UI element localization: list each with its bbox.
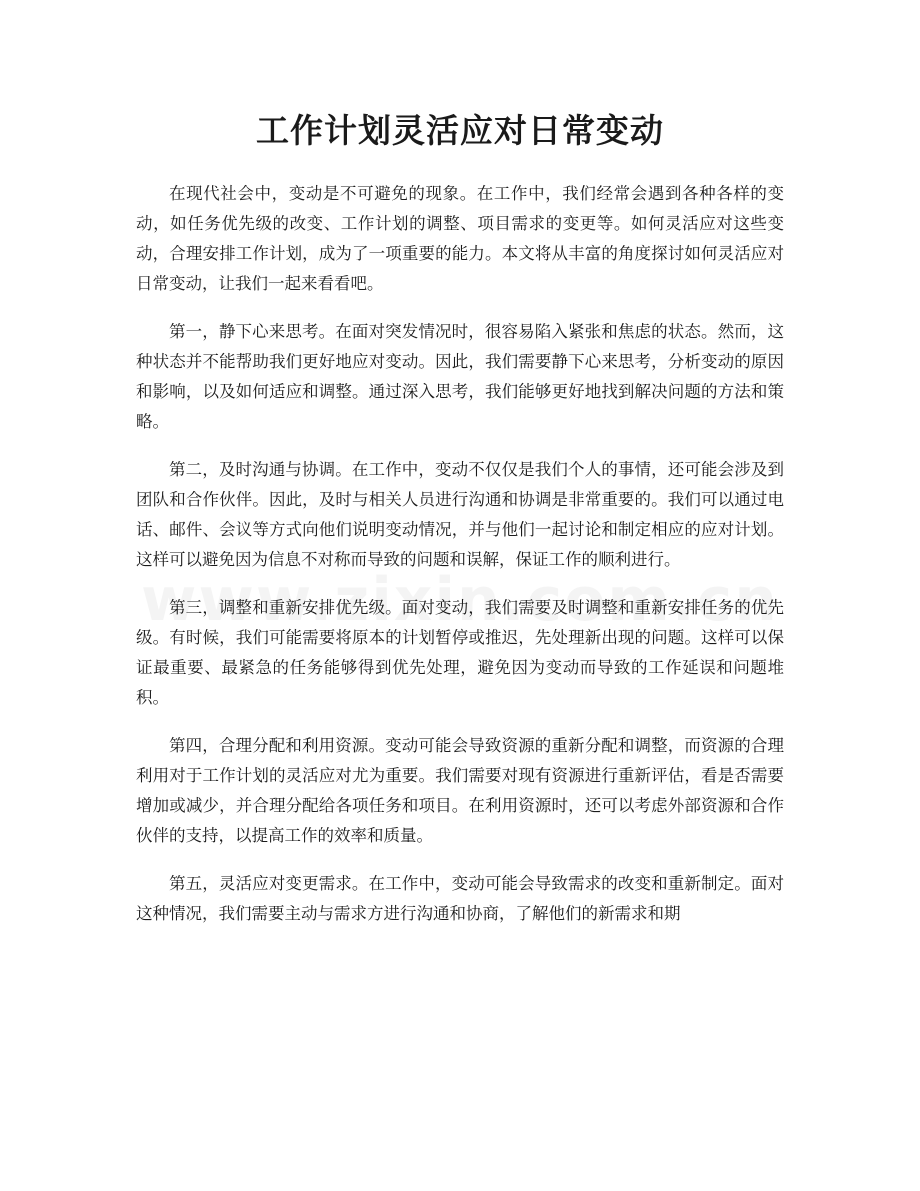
document-body bbox=[136, 179, 784, 947]
paragraph-fifth: 第五，灵活应对变更需求。在工作中，变动可能会导致需求的改变和重新制定。面对这种情况，我们需要主动与需求方进行沟通和协商，了解他们的新需求和期 bbox=[136, 874, 784, 923]
paragraph-second: 第二，及时沟通与协调。在工作中，变动不仅仅是我们个人的事情，还可能会涉及到团队和合作伙伴。因此，及时与相关人员进行沟通和协调是非常重要的。我们可以通过电话、邮件、会议等方式向他们说明变动情况，并与他们一起讨论和制定相应的应对计划。这样可以避免因为信息不对称而导致的问题和误解，保证工作的顺利进行。 bbox=[136, 460, 784, 569]
paragraph-intro: 在现代社会中，变动是不可避免的现象。在工作中，我们经常会遇到各种各样的变动，如任务优先级的改变、工作计划的调整、项目需求的变更等。如何灵活应对这些变动，合理安排工作计划，成为了一项重要的能力。本文将从丰富的角度探讨如何灵活应对日常变动，让我们一起来看看吧。 bbox=[136, 184, 784, 293]
document-title: 工作计划灵活应对日常变动 bbox=[256, 111, 664, 150]
paragraph-third: 第三，调整和重新安排优先级。面对变动，我们需要及时调整和重新安排任务的优先级。有时候，我们可能需要将原本的计划暂停或推迟，先处理新出现的问题。这样可以保证最重要、最紧急的任务能够得到优先处理，避免因为变动而导致的工作延误和问题堆积。 bbox=[136, 598, 784, 707]
paragraph-fourth: 第四，合理分配和利用资源。变动可能会导致资源的重新分配和调整，而资源的合理利用对于工作计划的灵活应对尤为重要。我们需要对现有资源进行重新评估，看是否需要增加或减少，并合理分配给各项任务和项目。在利用资源时，还可以考虑外部资源和合作伙伴的支持，以提高工作的效率和质量。 bbox=[136, 736, 784, 845]
paragraph-first: 第一，静下心来思考。在面对突发情况时，很容易陷入紧张和焦虑的状态。然而，这种状态并不能帮助我们更好地应对变动。因此，我们需要静下心来思考，分析变动的原因和影响，以及如何适应和调整。通过深入思考，我们能够更好地找到解决问题的方法和策略。 bbox=[136, 322, 784, 431]
